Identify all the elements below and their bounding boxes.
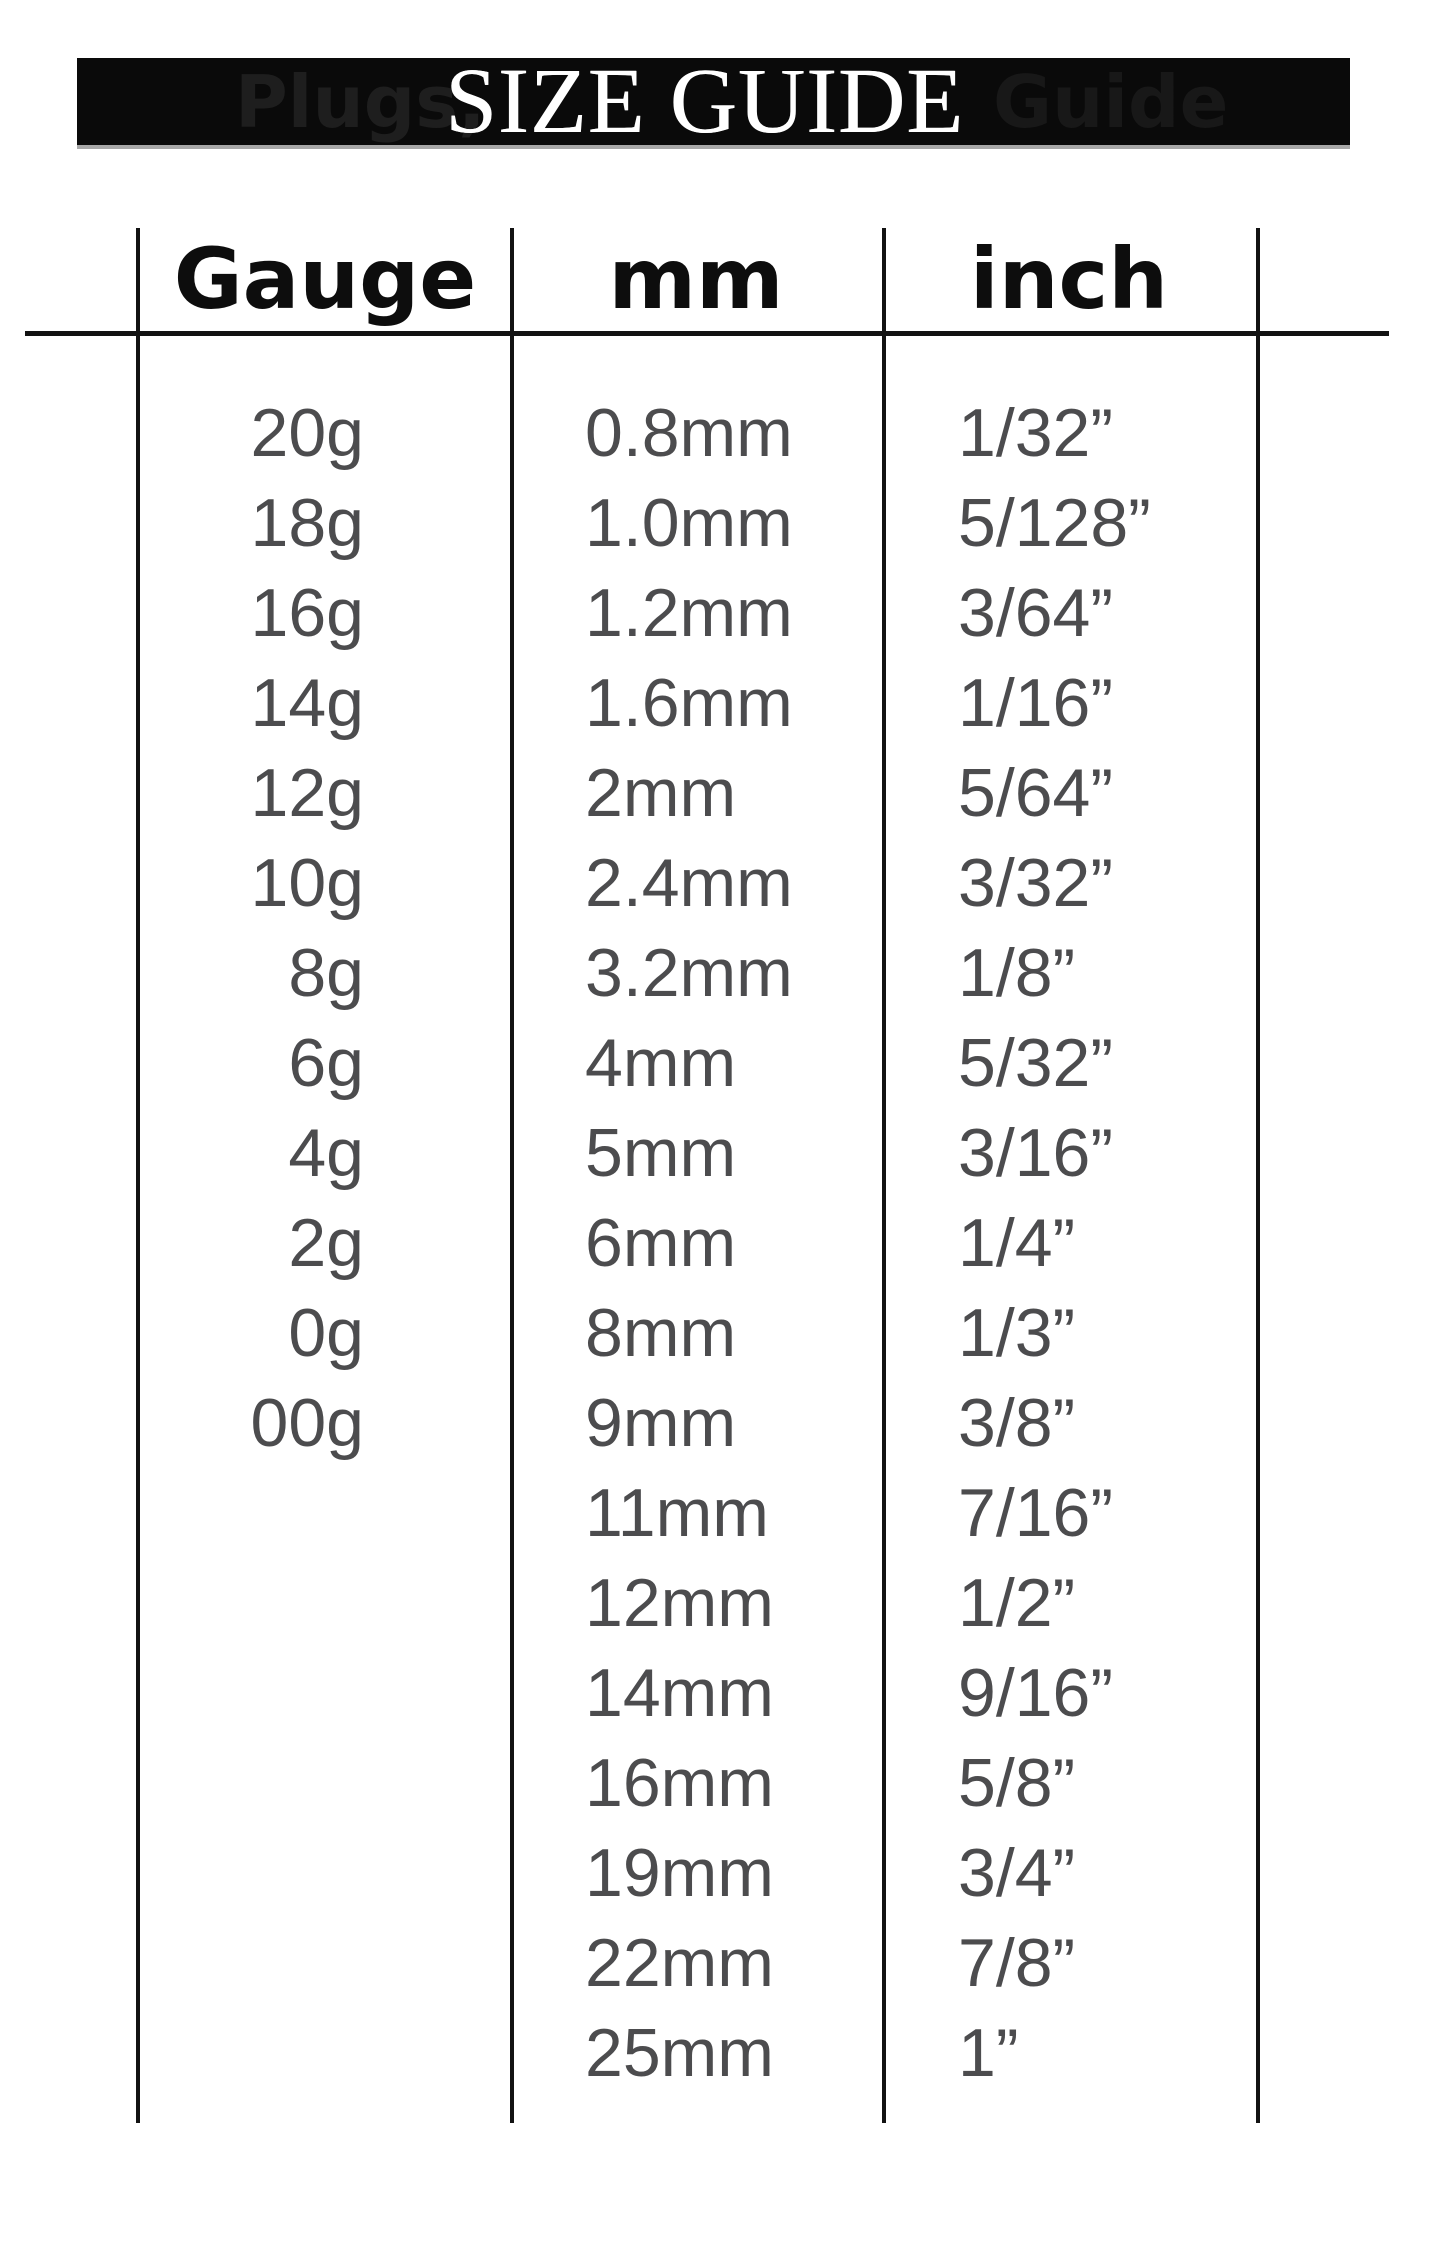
- mm-cell: 6mm: [585, 1205, 737, 1281]
- mm-cell: 11mm: [585, 1475, 769, 1551]
- mm-cell: 8mm: [585, 1295, 737, 1371]
- mm-cell: 16mm: [585, 1745, 774, 1821]
- table-row: [140, 1198, 1256, 1288]
- inch-cell: 5/128”: [958, 485, 1151, 561]
- inch-cell: 7/8”: [958, 1925, 1076, 2001]
- inch-cell: 1”: [958, 2015, 1019, 2091]
- mm-cell: 2.4mm: [585, 845, 793, 921]
- inch-cell: 1/8”: [958, 935, 1076, 1011]
- inch-cell: 3/16”: [958, 1115, 1113, 1191]
- mm-cell: 1.2mm: [585, 575, 793, 651]
- page-title: SIZE GUIDE: [445, 50, 964, 153]
- inch-cell: 5/64”: [958, 755, 1113, 831]
- gauge-cell: 2g: [288, 1205, 364, 1281]
- table-row: [140, 388, 1256, 478]
- table-row: [140, 658, 1256, 748]
- column-header-gauge: Gauge: [173, 230, 477, 328]
- mm-cell: 19mm: [585, 1835, 774, 1911]
- mm-cell: 5mm: [585, 1115, 737, 1191]
- table-row: [140, 1648, 1256, 1738]
- mm-cell: 3.2mm: [585, 935, 793, 1011]
- gauge-cell: 6g: [288, 1025, 364, 1101]
- table-body: [140, 388, 1256, 2098]
- mm-cell: 0.8mm: [585, 395, 793, 471]
- table-row: [140, 1288, 1256, 1378]
- table-row: [140, 1108, 1256, 1198]
- inch-cell: 1/3”: [958, 1295, 1076, 1371]
- mm-cell: 1.6mm: [585, 665, 793, 741]
- inch-cell: 3/64”: [958, 575, 1113, 651]
- inch-cell: 3/8”: [958, 1385, 1076, 1461]
- gauge-cell: 12g: [250, 755, 364, 831]
- inch-cell: 9/16”: [958, 1655, 1113, 1731]
- mm-cell: 9mm: [585, 1385, 737, 1461]
- banner-ghost-text-left: Plugs,: [235, 59, 486, 144]
- column-divider-right: [1256, 228, 1260, 2123]
- table-row: [140, 748, 1256, 838]
- header-divider-line: [25, 331, 1389, 336]
- inch-cell: 1/4”: [958, 1205, 1076, 1281]
- table-row: [140, 478, 1256, 568]
- inch-cell: 1/32”: [958, 395, 1113, 471]
- inch-cell: 5/8”: [958, 1745, 1076, 1821]
- table-row: [140, 1558, 1256, 1648]
- table-row: [140, 928, 1256, 1018]
- mm-cell: 2mm: [585, 755, 737, 831]
- gauge-cell: 16g: [250, 575, 364, 651]
- mm-cell: 4mm: [585, 1025, 737, 1101]
- mm-cell: 14mm: [585, 1655, 774, 1731]
- table-row: [140, 1918, 1256, 2008]
- table-row: [140, 1018, 1256, 1108]
- table-row: [140, 1378, 1256, 1468]
- inch-cell: 1/16”: [958, 665, 1113, 741]
- inch-cell: 3/4”: [958, 1835, 1076, 1911]
- mm-cell: 12mm: [585, 1565, 774, 1641]
- mm-cell: 25mm: [585, 2015, 774, 2091]
- gauge-cell: 18g: [250, 485, 364, 561]
- table-row: [140, 2008, 1256, 2098]
- gauge-cell: 10g: [250, 845, 364, 921]
- table-row: [140, 568, 1256, 658]
- gauge-cell: 00g: [250, 1385, 364, 1461]
- inch-cell: 3/32”: [958, 845, 1113, 921]
- column-header-inch: inch: [969, 230, 1169, 328]
- mm-cell: 22mm: [585, 1925, 774, 2001]
- gauge-cell: 20g: [250, 395, 364, 471]
- inch-cell: 1/2”: [958, 1565, 1076, 1641]
- table-row: [140, 838, 1256, 928]
- table-row: [140, 1828, 1256, 1918]
- inch-cell: 5/32”: [958, 1025, 1113, 1101]
- table-row: [140, 1468, 1256, 1558]
- table-header-row: [140, 228, 1256, 330]
- gauge-cell: 8g: [288, 935, 364, 1011]
- inch-cell: 7/16”: [958, 1475, 1113, 1551]
- title-banner: [77, 50, 1350, 153]
- gauge-cell: 4g: [288, 1115, 364, 1191]
- gauge-cell: 14g: [250, 665, 364, 741]
- mm-cell: 1.0mm: [585, 485, 793, 561]
- banner-ghost-text-right: Guide: [993, 59, 1229, 144]
- gauge-cell: 0g: [288, 1295, 364, 1371]
- column-header-mm: mm: [608, 230, 784, 328]
- table-row: [140, 1738, 1256, 1828]
